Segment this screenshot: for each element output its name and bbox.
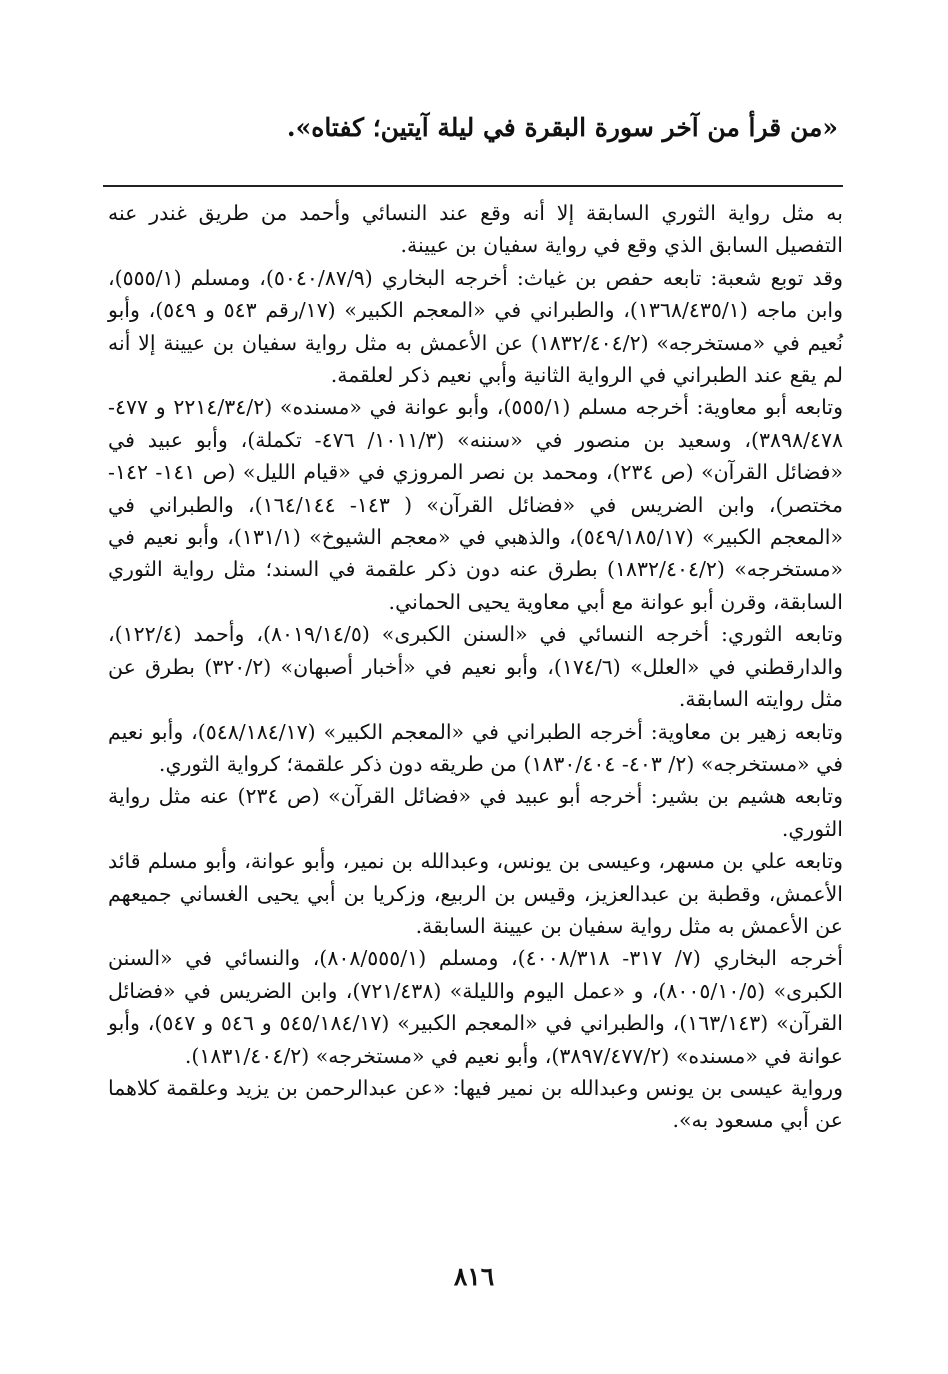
page-number: ٨١٦: [453, 1262, 495, 1291]
paragraph-6: وتابعه هشيم بن بشير: أخرجه أبو عبيد في «فضائل القرآن» (ص ٢٣٤) عنه مثل رواية الثوري.: [108, 784, 843, 841]
hadith-quote-heading: «من قرأ من آخر سورة البقرة في ليلة آيتين؛ كفتاه».: [286, 113, 838, 142]
paragraph-2: وقد توبع شعبة: تابعه حفص بن غياث: أخرجه البخاري (٥٠٤٠/٨٧/٩)، ومسلم (٥٥٥/١)، وابن ماجه (١٣٦٨/٤٣٥/١)، والطبراني في «المعجم الكبير» (١٧/رقم ٥٤٣ و ٥٤٩)، وأبو نُعيم في «مستخرجه» (١٨٣٢/٤٠٤/٢) عن الأعمش به مثل رواية سفيان بن عيينة إلا أنه لم يقع عند الطبراني في الرواية الثانية وأبي نعيم ذكر لعلقمة.: [108, 265, 844, 388]
paragraph-4: وتابعه الثوري: أخرجه النسائي في «السنن الكبرى» (٨٠١٩/١٤/٥)، وأحمد (١٢٢/٤)، والدارقطني في «العلل» (١٧٤/٦)، وأبو نعيم في «أخبار أصبهان» (٣٢٠/٢) بطرق عن مثل روايته السابقة.: [108, 622, 843, 712]
paragraph-8: أخرجه البخاري (٧/ ٣١٧- ٤٠٠٨/٣١٨)، ومسلم (٨٠٨/٥٥٥/١)، والنسائي في «السنن الكبرى» (٨٠٠٥/١٠/٥)، و «عمل اليوم والليلة» (٧٢١/٤٣٨)، وابن الضريس في «فضائل القرآن» (١٦٣/١٤٣)، والطبراني في «المعجم الكبير» (٥٤٥/١٨٤/١٧ و ٥٤٦ و ٥٤٧)، وأبو عوانة في «مسنده» (٣٨٩٧/٤٧٧/٢)، وأبو نعيم في «مستخرجه» (١٨٣١/٤٠٤/٢).: [108, 946, 843, 1068]
footnote-divider: [103, 185, 843, 187]
paragraph-5: وتابعه زهير بن معاوية: أخرجه الطبراني في «المعجم الكبير» (٥٤٨/١٨٤/١٧)، وأبو نعيم في «مستخرجه» (٢/ ٤٠٣- ١٨٣٠/٤٠٤) من طريقه دون ذكر علقمة؛ كرواية الثوري.: [108, 719, 844, 776]
footnote-body: [108, 197, 843, 1137]
paragraph-9: ورواية عيسى بن يونس وعبدالله بن نمير فيها: «عن عبدالرحمن بن يزيد وعلقمة كلاهما عن أبي مسعود به».: [108, 1075, 843, 1133]
paragraph-3: وتابعه أبو معاوية: أخرجه مسلم (٥٥٥/١)، وأبو عوانة في «مسنده» (٢٢١٤/٣٤/٢ و ٤٧٧- ٣٨٩٨/٤٧٨)، وسعيد بن منصور في «سننه» (١٠١١/٣/ ٤٧٦- تكملة)، وأبو عبيد في «فضائل القرآن» (ص ٢٣٤)، ومحمد بن نصر المروزي في «قيام الليل» (ص ١٤١- ١٤٢- مختصر)، وابن الضريس في «فضائل القرآن» ( ١٤٣- ١٦٤/١٤٤)، والطبراني في «المعجم الكبير» (٥٤٩/١٨٥/١٧)، والذهبي في «معجم الشيوخ» (١٣١/١)، وأبو نعيم في «مستخرجه» (١٨٣٢/٤٠٤/٢) بطرق عنه دون ذكر علقمة في السند؛ مثل رواية الثوري السابقة، وقرن أبو عوانة مع أبي معاوية يحيى الحماني.: [108, 395, 843, 614]
paragraph-1: به مثل رواية الثوري السابقة إلا أنه وقع عند النسائي وأحمد من طريق غندر عنه التفصيل السابق الذي وقع في رواية سفيان بن عيينة.: [108, 201, 843, 258]
paragraph-7: وتابعه علي بن مسهر، وعيسى بن يونس، وعبدالله بن نمير، وأبو عوانة، وأبو مسلم قائد الأعمش، وقطبة بن عبدالعزيز، وقيس بن الربيع، وزكريا بن أبي يحيى الغساني جميعهم عن الأعمش به مثل رواية سفيان بن عيينة السابقة.: [108, 849, 843, 938]
